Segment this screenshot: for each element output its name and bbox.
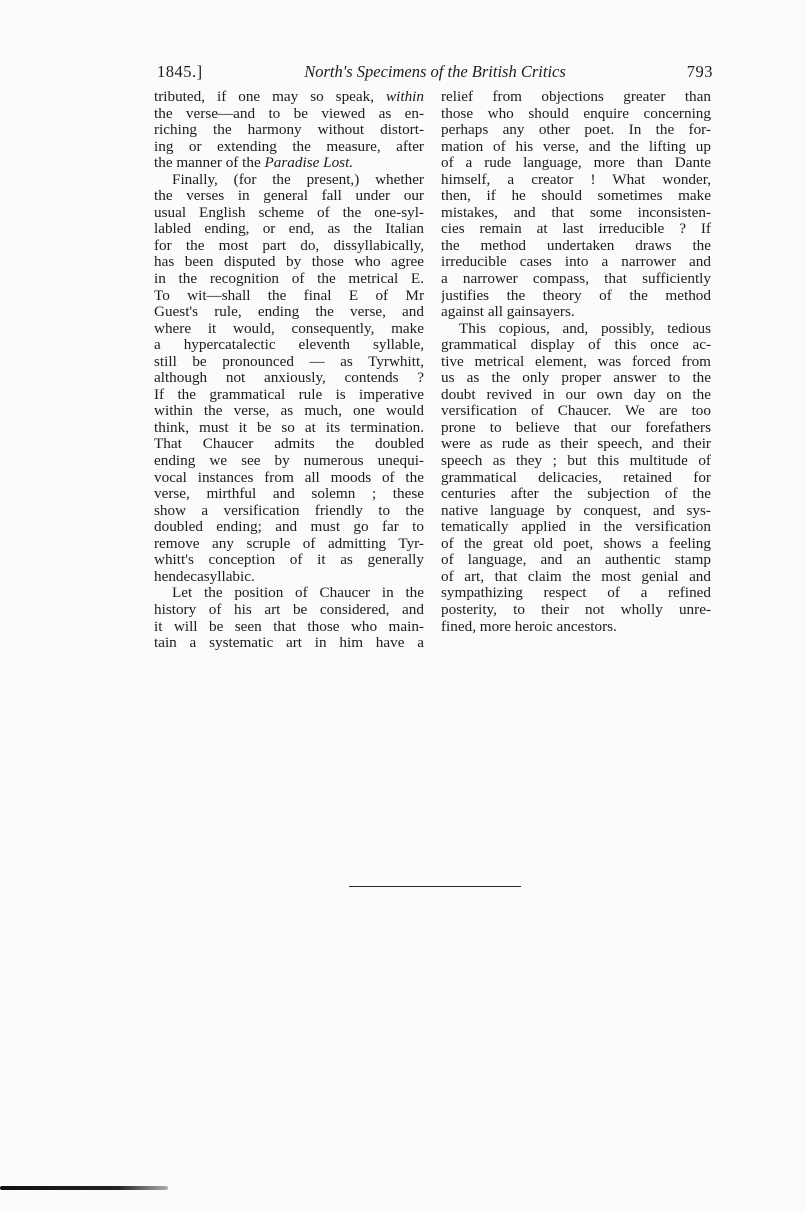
text-line — [154, 89, 424, 106]
line-text: prone to believe that our forefathers — [441, 419, 711, 436]
line-text: justifies the theory of the method — [441, 287, 711, 304]
line-text: posterity, to their not wholly unre- — [441, 601, 711, 618]
text-line — [441, 602, 711, 619]
text-line — [441, 569, 711, 586]
line-text: against all gainsayers. — [441, 304, 575, 321]
line-text: hendecasyllabic. — [154, 568, 255, 585]
line-text: To wit—shall the final E of Mr — [154, 287, 424, 304]
left-column — [154, 89, 424, 652]
line-text: cies remain at last irreducible ? If — [441, 221, 711, 238]
line-text: mation of his verse, and the lifting up — [441, 138, 711, 155]
line-text: doubt revived in our own day on the — [441, 386, 711, 403]
text-line — [441, 172, 711, 189]
line-text: us as the only proper answer to the — [441, 370, 711, 387]
text-line — [441, 321, 711, 338]
text-line — [154, 387, 424, 404]
text-line — [154, 602, 424, 619]
text-line — [154, 221, 424, 238]
line-text: the verses in general fall under our — [154, 188, 424, 205]
line-text: Guest's rule, ending the verse, and — [154, 304, 424, 321]
text-line — [154, 436, 424, 453]
line-text: the verse—and to be viewed as en- — [154, 105, 424, 122]
text-line — [154, 188, 424, 205]
line-text: grammatical display of this once ac- — [441, 337, 711, 354]
text-line — [441, 370, 711, 387]
line-text: native language by conquest, and sys- — [441, 502, 711, 519]
line-text: versification of Chaucer. We are too — [441, 403, 711, 420]
text-line — [154, 470, 424, 487]
section-divider — [349, 886, 521, 887]
line-text: grammatical delicacies, retained for — [441, 469, 711, 486]
line-text: verse, mirthful and solemn ; these — [154, 486, 424, 503]
text-line — [441, 436, 711, 453]
text-line — [441, 619, 711, 636]
line-text: has been disputed by those who agree — [154, 254, 424, 271]
text-line — [154, 503, 424, 520]
text-line — [441, 486, 711, 503]
text-line — [154, 254, 424, 271]
text-line — [154, 106, 424, 123]
line-text: whitt's conception of it as generally — [154, 552, 424, 569]
text-line — [441, 271, 711, 288]
line-text: relief from objections greater than — [441, 89, 711, 105]
line-text: of the great old poet, shows a feeling — [441, 535, 711, 552]
line-text: tematically applied in the versification — [441, 519, 711, 536]
text-line — [441, 188, 711, 205]
line-text: vocal instances from all moods of the — [154, 469, 424, 486]
text-line — [441, 288, 711, 305]
line-text: of art, that claim the most genial and — [441, 568, 711, 585]
text-line — [154, 486, 424, 503]
line-text: show a versification friendly to the — [154, 502, 424, 519]
line-text: himself, a creator ! What wonder, — [441, 171, 711, 188]
text-line — [441, 254, 711, 271]
text-line — [154, 403, 424, 420]
running-header — [157, 62, 713, 86]
line-text: perhaps any other poet. In the for- — [441, 122, 711, 139]
text-line — [154, 536, 424, 553]
line-text: tain a systematic art in him have a — [154, 635, 424, 652]
text-line — [154, 155, 424, 172]
line-text: doubled ending; and must go far to — [154, 519, 424, 536]
text-line — [441, 519, 711, 536]
text-line — [154, 585, 424, 602]
line-text: although not anxiously, contends ? — [154, 370, 424, 387]
line-text: tributed, if one may so speak, — [154, 89, 387, 105]
text-line — [441, 304, 711, 321]
line-text: centuries after the subjection of the — [441, 486, 711, 503]
text-line — [154, 354, 424, 371]
line-text: in the recognition of the metrical E. — [154, 271, 424, 288]
text-line — [441, 354, 711, 371]
text-line — [154, 271, 424, 288]
text-line — [441, 536, 711, 553]
line-text: where it would, consequently, make — [154, 320, 424, 337]
text-line — [154, 304, 424, 321]
text-line — [441, 420, 711, 437]
text-line — [154, 139, 424, 156]
line-text: usual English scheme of the one-syl- — [154, 204, 424, 221]
line-text: remove any scruple of admitting Tyr- — [154, 535, 424, 552]
line-text: think, must it be so at its termination. — [154, 419, 424, 436]
text-line — [441, 453, 711, 470]
text-line — [154, 519, 424, 536]
line-text: still be pronounced — as Tyrwhitt, — [154, 353, 424, 370]
line-text: ing or extending the measure, after — [154, 138, 424, 155]
text-line — [154, 619, 424, 636]
line-text: of a rude language, more than Dante — [441, 155, 711, 172]
text-line — [154, 321, 424, 338]
line-text: history of his art be considered, and — [154, 601, 424, 618]
text-line — [441, 337, 711, 354]
text-line — [154, 122, 424, 139]
line-text: the method undertaken draws the — [441, 237, 711, 254]
line-text: mistakes, and that some inconsisten- — [441, 204, 711, 221]
line-text: a narrower compass, that sufficiently — [441, 271, 711, 288]
line-text: fined, more heroic ancestors. — [441, 618, 617, 635]
text-line — [154, 370, 424, 387]
line-text: Finally, (for the present,) whether — [172, 171, 424, 188]
text-line — [441, 106, 711, 123]
text-line — [441, 205, 711, 222]
text-line — [441, 238, 711, 255]
text-line — [441, 470, 711, 487]
text-line — [154, 205, 424, 222]
line-text: tive metrical element, was forced from — [441, 353, 711, 370]
text-line — [154, 552, 424, 569]
line-text: the manner of the — [154, 155, 265, 172]
line-text: within the verse, as much, one would — [154, 403, 424, 420]
text-line — [441, 139, 711, 156]
line-text: This copious, and, possibly, tedious — [459, 320, 711, 337]
text-line — [154, 635, 424, 652]
text-line — [441, 122, 711, 139]
text-line — [441, 387, 711, 404]
line-emphasis: within — [386, 89, 424, 105]
text-line — [441, 403, 711, 420]
text-line — [154, 337, 424, 354]
header-title: North's Specimens of the British Critics — [304, 62, 566, 81]
line-text: That Chaucer admits the doubled — [154, 436, 424, 453]
line-emphasis: Paradise Lost. — [264, 155, 354, 172]
line-text: were as rude as their speech, and their — [441, 436, 711, 453]
line-text: labled ending, or end, as the Italian — [154, 221, 424, 238]
text-line — [441, 155, 711, 172]
line-text: for the most part do, dissyllabically, — [154, 237, 424, 254]
line-text: of language, and an authentic stamp — [441, 552, 711, 569]
text-line — [154, 172, 424, 189]
text-line — [154, 288, 424, 305]
text-line — [441, 585, 711, 602]
line-text: then, if he should sometimes make — [441, 188, 711, 205]
line-text: speech as they ; but this multitude of — [441, 453, 711, 470]
text-line — [441, 552, 711, 569]
right-column — [441, 89, 711, 635]
text-line — [154, 569, 424, 586]
text-line — [154, 453, 424, 470]
line-text: Let the position of Chaucer in the — [172, 585, 424, 602]
line-text: ending we see by numerous unequi- — [154, 453, 424, 470]
text-line — [441, 221, 711, 238]
text-line — [441, 89, 711, 106]
line-text: it will be seen that those who main- — [154, 618, 424, 635]
line-text: those who should enquire concerning — [441, 105, 711, 122]
line-text: irreducible cases into a narrower and — [441, 254, 711, 271]
text-line — [154, 238, 424, 255]
line-text: sympathizing respect of a refined — [441, 585, 711, 602]
line-text: If the grammatical rule is imperative — [154, 386, 424, 403]
scan-mark — [0, 1186, 168, 1190]
page-number: 793 — [686, 62, 713, 81]
line-text: a hypercatalectic eleventh syllable, — [154, 337, 424, 354]
text-line — [441, 503, 711, 520]
text-line — [154, 420, 424, 437]
header-year: 1845.] — [157, 62, 203, 81]
line-text: riching the harmony without distort- — [154, 122, 424, 139]
